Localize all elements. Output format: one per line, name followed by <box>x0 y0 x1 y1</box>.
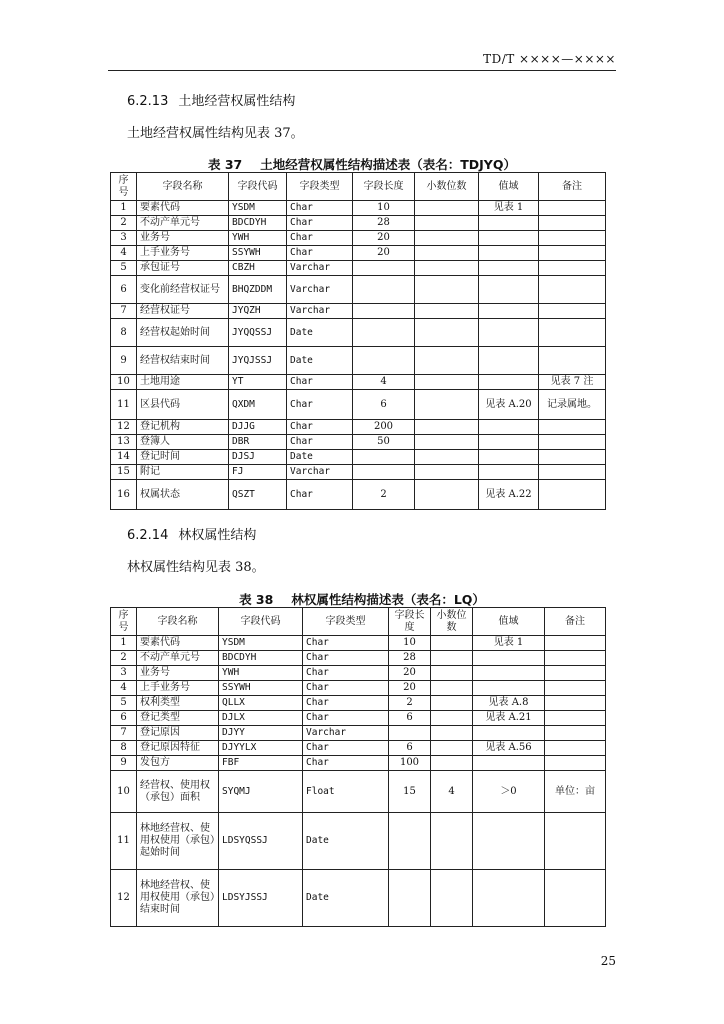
field-code-cell: YT <box>229 375 287 390</box>
field-code-cell: SSYWH <box>229 246 287 261</box>
field-code-cell: FBF <box>219 756 303 771</box>
table-row <box>111 420 606 435</box>
field-name-cell: 上手业务号 <box>137 681 219 696</box>
column-header-decimal-places: 小数位数 <box>431 608 473 636</box>
remark-cell <box>545 711 606 726</box>
column-header-seq: 序号 <box>111 608 137 636</box>
value-domain-cell <box>479 261 539 276</box>
value-domain-cell <box>473 756 545 771</box>
field-name-cell: 权利类型 <box>137 696 219 711</box>
field-code-cell: DJSJ <box>229 450 287 465</box>
seq-cell: 6 <box>111 276 137 304</box>
value-domain-cell <box>473 651 545 666</box>
table-row <box>111 726 606 741</box>
table-row <box>111 771 606 813</box>
field-name-cell: 登簿人 <box>137 435 229 450</box>
field-type-cell: Float <box>303 771 389 813</box>
decimal-places-cell <box>415 246 479 261</box>
decimal-places-cell <box>415 375 479 390</box>
table-title: 土地经营权属性结构描述表（表名：TDJYQ） <box>260 157 516 172</box>
decimal-places-cell <box>415 276 479 304</box>
field-length-cell: 100 <box>389 756 431 771</box>
remark-cell <box>545 666 606 681</box>
remark-cell <box>539 246 606 261</box>
decimal-places-cell <box>415 261 479 276</box>
seq-cell: 4 <box>111 681 137 696</box>
remark-cell <box>539 231 606 246</box>
field-code-cell: JYQQSSJ <box>229 319 287 347</box>
field-code-cell: BHQZDDM <box>229 276 287 304</box>
decimal-places-cell: 4 <box>431 771 473 813</box>
table-37-caption <box>108 155 616 173</box>
field-type-cell: Char <box>303 741 389 756</box>
field-name-cell: 经营权起始时间 <box>137 319 229 347</box>
field-type-cell: Char <box>287 375 353 390</box>
column-header-decimal-places: 小数位数 <box>415 173 479 201</box>
table-row <box>111 666 606 681</box>
field-length-cell: 200 <box>353 420 415 435</box>
field-name-cell: 经营权、使用权（承包）面积 <box>137 771 219 813</box>
field-type-cell: Char <box>287 480 353 510</box>
field-name-cell: 登记机构 <box>137 420 229 435</box>
field-length-cell <box>353 319 415 347</box>
field-type-cell: Varchar <box>287 261 353 276</box>
seq-cell: 2 <box>111 651 137 666</box>
field-code-cell: YSDM <box>219 636 303 651</box>
field-length-cell: 10 <box>353 201 415 216</box>
table-row <box>111 246 606 261</box>
section-intro-text: 林权属性结构见表 38。 <box>127 560 265 575</box>
field-length-cell: 28 <box>389 651 431 666</box>
column-header-value-domain: 值域 <box>473 608 545 636</box>
seq-cell: 11 <box>111 813 137 870</box>
field-length-cell <box>353 304 415 319</box>
table-row <box>111 651 606 666</box>
field-length-cell <box>389 870 431 927</box>
field-length-cell: 20 <box>389 681 431 696</box>
field-code-cell: SYQMJ <box>219 771 303 813</box>
field-code-cell: YSDM <box>229 201 287 216</box>
field-type-cell: Char <box>303 636 389 651</box>
field-code-cell: LDSYJSSJ <box>219 870 303 927</box>
remark-cell <box>539 480 606 510</box>
decimal-places-cell <box>431 726 473 741</box>
seq-cell: 5 <box>111 696 137 711</box>
field-length-cell: 4 <box>353 375 415 390</box>
section-title: 土地经营权属性结构 <box>178 94 296 109</box>
field-name-cell: 林地经营权、使用权使用（承包）起始时间 <box>137 813 219 870</box>
field-length-cell <box>353 450 415 465</box>
column-header-field-code: 字段代码 <box>229 173 287 201</box>
field-name-cell: 登记时间 <box>137 450 229 465</box>
value-domain-cell <box>479 450 539 465</box>
remark-cell <box>539 347 606 375</box>
field-code-cell: LDSYQSSJ <box>219 813 303 870</box>
field-name-cell: 土地用途 <box>137 375 229 390</box>
column-header-value-domain: 值域 <box>479 173 539 201</box>
seq-cell: 6 <box>111 711 137 726</box>
remark-cell <box>539 319 606 347</box>
field-code-cell: DJYY <box>219 726 303 741</box>
field-type-cell: Varchar <box>287 465 353 480</box>
remark-cell: 记录属地。 <box>539 390 606 420</box>
decimal-places-cell <box>415 201 479 216</box>
field-type-cell: Char <box>303 651 389 666</box>
decimal-places-cell <box>431 681 473 696</box>
table-row <box>111 636 606 651</box>
field-type-cell: Char <box>287 390 353 420</box>
value-domain-cell <box>479 246 539 261</box>
field-name-cell: 发包方 <box>137 756 219 771</box>
table-row <box>111 375 606 390</box>
section-heading-6-2-13 <box>127 90 295 109</box>
field-length-cell <box>353 347 415 375</box>
field-name-cell: 不动产单元号 <box>137 216 229 231</box>
table-row <box>111 813 606 870</box>
field-type-cell: Date <box>287 319 353 347</box>
decimal-places-cell <box>415 304 479 319</box>
field-name-cell: 经营权结束时间 <box>137 347 229 375</box>
field-name-cell: 业务号 <box>137 231 229 246</box>
field-length-cell: 20 <box>353 231 415 246</box>
remark-cell <box>539 304 606 319</box>
value-domain-cell <box>473 726 545 741</box>
table-row <box>111 681 606 696</box>
decimal-places-cell <box>431 666 473 681</box>
decimal-places-cell <box>431 756 473 771</box>
value-domain-cell: 见表 1 <box>479 201 539 216</box>
decimal-places-cell <box>431 651 473 666</box>
field-type-cell: Char <box>287 201 353 216</box>
column-header-field-name: 字段名称 <box>137 608 219 636</box>
seq-cell: 9 <box>111 347 137 375</box>
section-heading-6-2-14 <box>127 524 256 543</box>
decimal-places-cell <box>431 636 473 651</box>
field-name-cell: 区县代码 <box>137 390 229 420</box>
seq-cell: 5 <box>111 261 137 276</box>
column-header-field-type: 字段类型 <box>303 608 389 636</box>
seq-cell: 10 <box>111 771 137 813</box>
field-name-cell: 不动产单元号 <box>137 651 219 666</box>
table-38-lq <box>110 607 606 927</box>
decimal-places-cell <box>431 813 473 870</box>
field-length-cell: 28 <box>353 216 415 231</box>
field-length-cell <box>353 465 415 480</box>
section-title: 林权属性结构 <box>178 528 257 543</box>
decimal-places-cell <box>431 696 473 711</box>
field-length-cell: 50 <box>353 435 415 450</box>
decimal-places-cell <box>415 450 479 465</box>
field-name-cell: 权属状态 <box>137 480 229 510</box>
field-type-cell: Char <box>303 666 389 681</box>
column-header-field-type: 字段类型 <box>287 173 353 201</box>
table-row <box>111 870 606 927</box>
field-length-cell: 6 <box>389 741 431 756</box>
decimal-places-cell <box>415 231 479 246</box>
value-domain-cell <box>479 276 539 304</box>
remark-cell <box>539 276 606 304</box>
seq-cell: 15 <box>111 465 137 480</box>
seq-cell: 11 <box>111 390 137 420</box>
table-header-row <box>111 608 606 636</box>
field-name-cell: 登记原因特征 <box>137 741 219 756</box>
decimal-places-cell <box>431 741 473 756</box>
field-name-cell: 附记 <box>137 465 229 480</box>
value-domain-cell <box>473 813 545 870</box>
value-domain-cell: 见表 A.20 <box>479 390 539 420</box>
table-row <box>111 231 606 246</box>
value-domain-cell <box>473 681 545 696</box>
decimal-places-cell <box>415 420 479 435</box>
table-row <box>111 276 606 304</box>
value-domain-cell <box>479 347 539 375</box>
seq-cell: 9 <box>111 756 137 771</box>
field-code-cell: FJ <box>229 465 287 480</box>
field-code-cell: CBZH <box>229 261 287 276</box>
remark-cell <box>545 726 606 741</box>
field-type-cell: Date <box>287 347 353 375</box>
table-row <box>111 304 606 319</box>
table-number: 表 38 <box>239 592 274 607</box>
header-divider <box>108 70 616 71</box>
field-name-cell: 登记原因 <box>137 726 219 741</box>
value-domain-cell: 见表 A.21 <box>473 711 545 726</box>
value-domain-cell <box>479 319 539 347</box>
field-length-cell: 6 <box>353 390 415 420</box>
seq-cell: 3 <box>111 666 137 681</box>
value-domain-cell: ＞0 <box>473 771 545 813</box>
value-domain-cell <box>479 304 539 319</box>
seq-cell: 3 <box>111 231 137 246</box>
table-number: 表 37 <box>208 157 243 172</box>
column-header-field-code: 字段代码 <box>219 608 303 636</box>
field-type-cell: Char <box>287 246 353 261</box>
table-row <box>111 390 606 420</box>
field-name-cell: 上手业务号 <box>137 246 229 261</box>
field-length-cell: 10 <box>389 636 431 651</box>
field-length-cell <box>353 261 415 276</box>
field-type-cell: Date <box>303 813 389 870</box>
value-domain-cell <box>473 666 545 681</box>
remark-cell <box>539 201 606 216</box>
field-code-cell: JYQJSSJ <box>229 347 287 375</box>
decimal-places-cell <box>415 480 479 510</box>
remark-cell <box>539 261 606 276</box>
field-length-cell <box>389 726 431 741</box>
table-row <box>111 435 606 450</box>
field-type-cell: Char <box>303 681 389 696</box>
value-domain-cell <box>479 375 539 390</box>
remark-cell <box>545 741 606 756</box>
seq-cell: 7 <box>111 726 137 741</box>
field-code-cell: QLLX <box>219 696 303 711</box>
field-length-cell: 2 <box>353 480 415 510</box>
field-type-cell: Char <box>303 696 389 711</box>
value-domain-cell <box>479 420 539 435</box>
value-domain-cell: 见表 A.22 <box>479 480 539 510</box>
field-length-cell <box>389 813 431 870</box>
seq-cell: 14 <box>111 450 137 465</box>
column-header-field-length: 字段长度 <box>389 608 431 636</box>
field-type-cell: Char <box>287 216 353 231</box>
decimal-places-cell <box>415 465 479 480</box>
decimal-places-cell <box>415 347 479 375</box>
value-domain-cell <box>479 216 539 231</box>
column-header-field-length: 字段长度 <box>353 173 415 201</box>
field-code-cell: DJYYLX <box>219 741 303 756</box>
field-name-cell: 登记类型 <box>137 711 219 726</box>
field-length-cell: 20 <box>389 666 431 681</box>
field-type-cell: Varchar <box>303 726 389 741</box>
field-type-cell: Char <box>303 756 389 771</box>
seq-cell: 2 <box>111 216 137 231</box>
field-code-cell: BDCDYH <box>229 216 287 231</box>
field-code-cell: DBR <box>229 435 287 450</box>
field-name-cell: 变化前经营权证号 <box>137 276 229 304</box>
field-length-cell: 6 <box>389 711 431 726</box>
decimal-places-cell <box>431 711 473 726</box>
value-domain-cell: 见表 A.56 <box>473 741 545 756</box>
seq-cell: 8 <box>111 741 137 756</box>
seq-cell: 7 <box>111 304 137 319</box>
column-header-seq: 序号 <box>111 173 137 201</box>
table-row <box>111 319 606 347</box>
table-38-caption <box>108 590 616 608</box>
field-name-cell: 承包证号 <box>137 261 229 276</box>
field-length-cell <box>353 276 415 304</box>
table-header-row <box>111 173 606 201</box>
remark-cell: 见表 7 注 <box>539 375 606 390</box>
remark-cell <box>539 435 606 450</box>
remark-cell <box>545 636 606 651</box>
document-code-header: TD/T ××××—×××× <box>483 52 616 66</box>
table-row <box>111 696 606 711</box>
table-row <box>111 756 606 771</box>
field-code-cell: QSZT <box>229 480 287 510</box>
field-code-cell: BDCDYH <box>219 651 303 666</box>
field-name-cell: 经营权证号 <box>137 304 229 319</box>
remark-cell <box>539 465 606 480</box>
field-code-cell: DJJG <box>229 420 287 435</box>
value-domain-cell <box>473 870 545 927</box>
section-intro-text: 土地经营权属性结构见表 37。 <box>127 126 304 141</box>
remark-cell <box>539 216 606 231</box>
seq-cell: 1 <box>111 636 137 651</box>
remark-cell <box>545 756 606 771</box>
field-type-cell: Char <box>287 435 353 450</box>
table-row <box>111 261 606 276</box>
field-code-cell: JYQZH <box>229 304 287 319</box>
field-code-cell: YWH <box>219 666 303 681</box>
field-type-cell: Varchar <box>287 276 353 304</box>
decimal-places-cell <box>415 319 479 347</box>
remark-cell <box>545 813 606 870</box>
table-37-tdjyq <box>110 172 606 510</box>
decimal-places-cell <box>415 390 479 420</box>
remark-cell <box>545 696 606 711</box>
value-domain-cell <box>479 465 539 480</box>
field-name-cell: 要素代码 <box>137 636 219 651</box>
column-header-remark: 备注 <box>545 608 606 636</box>
field-code-cell: QXDM <box>229 390 287 420</box>
table-row <box>111 450 606 465</box>
field-code-cell: DJLX <box>219 711 303 726</box>
seq-cell: 16 <box>111 480 137 510</box>
remark-cell <box>539 450 606 465</box>
decimal-places-cell <box>415 216 479 231</box>
remark-cell <box>545 651 606 666</box>
field-type-cell: Varchar <box>287 304 353 319</box>
table-title: 林权属性结构描述表（表名：LQ） <box>291 592 485 607</box>
field-code-cell: YWH <box>229 231 287 246</box>
decimal-places-cell <box>431 870 473 927</box>
field-type-cell: Date <box>287 450 353 465</box>
field-type-cell: Char <box>303 711 389 726</box>
section-number: 6.2.14 <box>127 528 169 543</box>
table-row <box>111 741 606 756</box>
table-row <box>111 480 606 510</box>
seq-cell: 8 <box>111 319 137 347</box>
field-name-cell: 要素代码 <box>137 201 229 216</box>
table-row <box>111 711 606 726</box>
value-domain-cell <box>479 231 539 246</box>
table-row <box>111 216 606 231</box>
seq-cell: 12 <box>111 420 137 435</box>
field-code-cell: SSYWH <box>219 681 303 696</box>
field-length-cell: 15 <box>389 771 431 813</box>
field-name-cell: 业务号 <box>137 666 219 681</box>
table-row <box>111 347 606 375</box>
field-length-cell: 2 <box>389 696 431 711</box>
remark-cell <box>539 420 606 435</box>
field-type-cell: Char <box>287 231 353 246</box>
field-type-cell: Date <box>303 870 389 927</box>
table-row <box>111 465 606 480</box>
seq-cell: 4 <box>111 246 137 261</box>
value-domain-cell <box>479 435 539 450</box>
value-domain-cell: 见表 A.8 <box>473 696 545 711</box>
section-number: 6.2.13 <box>127 94 169 109</box>
field-name-cell: 林地经营权、使用权使用（承包）结束时间 <box>137 870 219 927</box>
field-type-cell: Char <box>287 420 353 435</box>
decimal-places-cell <box>415 435 479 450</box>
table-row <box>111 201 606 216</box>
seq-cell: 13 <box>111 435 137 450</box>
column-header-field-name: 字段名称 <box>137 173 229 201</box>
seq-cell: 1 <box>111 201 137 216</box>
seq-cell: 10 <box>111 375 137 390</box>
remark-cell <box>545 870 606 927</box>
column-header-remark: 备注 <box>539 173 606 201</box>
remark-cell: 单位：亩 <box>545 771 606 813</box>
value-domain-cell: 见表 1 <box>473 636 545 651</box>
page-number: 25 <box>600 954 616 968</box>
seq-cell: 12 <box>111 870 137 927</box>
field-length-cell: 20 <box>353 246 415 261</box>
remark-cell <box>545 681 606 696</box>
